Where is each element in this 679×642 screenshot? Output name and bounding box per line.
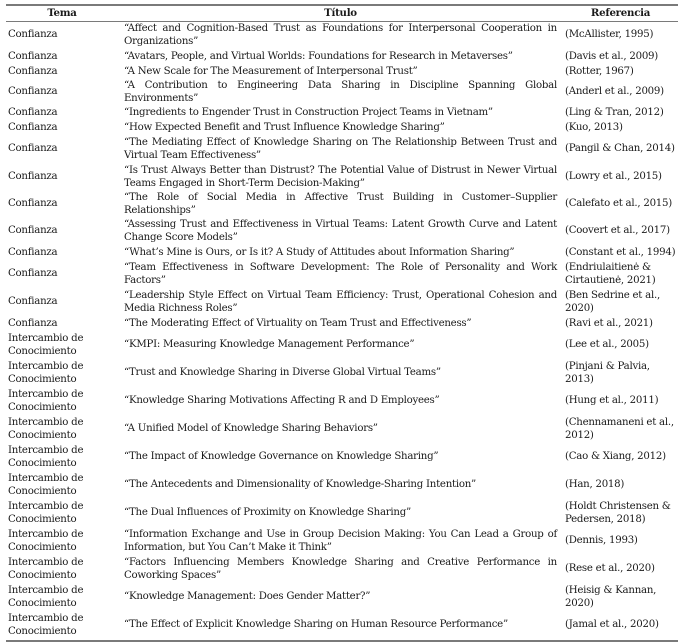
- cell-tema: Intercambio de Conocimiento: [8, 556, 84, 581]
- cell-titulo: “The Dual Influences of Proximity on Knowledge Sharing”: [124, 507, 411, 519]
- cell-tema: Intercambio de Conocimiento: [8, 528, 84, 553]
- cell-referencia: (Davis et al., 2009): [565, 50, 659, 62]
- cell-referencia: (Endriulaitienė & Cirtautienė, 2021): [565, 261, 656, 286]
- cell-referencia: (Jamal et al., 2020): [565, 619, 659, 631]
- table-header: [6, 5, 678, 21]
- cell-referencia: (Lee et al., 2005): [565, 339, 649, 351]
- cell-tema: Confianza: [8, 121, 58, 133]
- table-row: [6, 106, 678, 121]
- cell-titulo: “The Moderating Effect of Virtuality on Team Trust and Effectiveness”: [124, 317, 472, 329]
- table-row: [6, 612, 678, 641]
- cell-referencia: (Rotter, 1967): [565, 65, 634, 77]
- cell-tema: Confianza: [8, 268, 58, 280]
- table-row: [6, 360, 678, 388]
- cell-titulo: “Leadership Style Effect on Virtual Team Efficiency: Trust, Operational Cohesion and Media Richness Roles”: [124, 289, 557, 314]
- cell-tema: Confianza: [8, 317, 58, 329]
- table-row: [6, 246, 678, 261]
- cell-tema: Confianza: [8, 50, 58, 62]
- cell-titulo: “The Effect of Explicit Knowledge Sharing on Human Resource Performance”: [124, 619, 508, 631]
- cell-titulo: “Assessing Trust and Effectiveness in Virtual Teams: Latent Growth Curve and Latent Change Score Models”: [124, 218, 557, 243]
- cell-tema: Confianza: [8, 225, 58, 237]
- cell-tema: Confianza: [8, 65, 58, 77]
- table-row: [6, 121, 678, 136]
- cell-titulo: “How Expected Benefit and Trust Influence Knowledge Sharing”: [124, 121, 445, 133]
- table-row: [6, 50, 678, 65]
- cell-referencia: (Pangil & Chan, 2014): [565, 143, 675, 155]
- cell-tema: Intercambio de Conocimiento: [8, 360, 84, 385]
- table-row: [6, 528, 678, 556]
- cell-tema: Intercambio de Conocimiento: [8, 388, 84, 413]
- cell-referencia: (Coovert et al., 2017): [565, 225, 670, 237]
- cell-referencia: (Chennamaneni et al., 2012): [565, 416, 674, 441]
- cell-titulo: “Knowledge Sharing Motivations Affecting R and D Employees”: [124, 395, 440, 407]
- cell-titulo: “What’s Mine is Ours, or Is it? A Study of Attitudes about Information Sharing”: [124, 246, 515, 258]
- cell-tema: Confianza: [8, 296, 58, 308]
- cell-titulo: “The Mediating Effect of Knowledge Sharing on The Relationship Between Trust and Virtual Team Effectiveness”: [124, 136, 557, 161]
- table-row: [6, 218, 678, 246]
- cell-tema: Intercambio de Conocimiento: [8, 444, 84, 469]
- table-row: [6, 289, 678, 317]
- table-row: [6, 65, 678, 80]
- header-tema: Tema: [47, 7, 77, 19]
- cell-referencia: (Anderl et al., 2009): [565, 86, 664, 98]
- cell-titulo: “Trust and Knowledge Sharing in Diverse Global Virtual Teams”: [124, 367, 441, 379]
- cell-tema: Intercambio de Conocimiento: [8, 500, 84, 525]
- cell-referencia: (Ling & Tran, 2012): [565, 106, 664, 118]
- cell-referencia: (Pinjani & Palvia, 2013): [565, 360, 650, 385]
- cell-tema: Confianza: [8, 171, 58, 183]
- table-row: [6, 472, 678, 500]
- cell-titulo: “Affect and Cognition-Based Trust as Foundations for Interpersonal Cooperation in Organizations”: [124, 23, 557, 47]
- cell-tema: Confianza: [8, 143, 58, 155]
- cell-referencia: (Lowry et al., 2015): [565, 171, 662, 183]
- cell-referencia: (Heisig & Kannan, 2020): [565, 584, 657, 609]
- cell-titulo: “Information Exchange and Use in Group Decision Making: You Can Lead a Group of Information, but You Can’t Make it Think”: [124, 528, 557, 553]
- table-row: [6, 332, 678, 360]
- cell-tema: Confianza: [8, 106, 58, 118]
- cell-referencia: (Hung et al., 2011): [565, 395, 659, 407]
- cell-titulo: “The Role of Social Media in Affective Trust Building in Customer–Supplier Relationships”: [124, 191, 557, 216]
- cell-titulo: “Avatars, People, and Virtual Worlds: Foundations for Research in Metaverses”: [124, 50, 513, 62]
- cell-referencia: (Constant et al., 1994): [565, 246, 676, 258]
- table-row: [6, 556, 678, 584]
- cell-referencia: (Dennis, 1993): [565, 535, 638, 547]
- cell-tema: Intercambio de Conocimiento: [8, 332, 84, 357]
- cell-referencia: (Han, 2018): [565, 479, 625, 491]
- cell-tema: Confianza: [8, 86, 58, 98]
- references-table: [6, 4, 678, 642]
- table-row: [6, 261, 678, 289]
- table-row: [6, 317, 678, 332]
- header-titulo: Título: [324, 7, 357, 19]
- cell-referencia: (Ben Sedrine et al., 2020): [565, 289, 660, 314]
- cell-referencia: (Holdt Christensen & Pedersen, 2018): [565, 500, 671, 525]
- cell-referencia: (McAllister, 1995): [565, 29, 654, 41]
- cell-titulo: “Is Trust Always Better than Distrust? The Potential Value of Distrust in Newer Virtual Teams Engaged in Short-Term Decision-Making”: [124, 164, 557, 189]
- cell-tema: Intercambio de Conocimiento: [8, 584, 84, 609]
- cell-titulo: “Team Effectiveness in Software Development: The Role of Personality and Work Factors”: [124, 261, 557, 286]
- cell-titulo: “Knowledge Management: Does Gender Matter?”: [124, 591, 371, 603]
- cell-titulo: “A New Scale for The Measurement of Interpersonal Trust”: [124, 65, 418, 77]
- cell-titulo: “The Antecedents and Dimensionality of Knowledge-Sharing Intention”: [124, 479, 477, 491]
- table-row: [6, 164, 678, 192]
- header-row: [6, 5, 678, 21]
- cell-titulo: “KMPI: Measuring Knowledge Management Performance”: [124, 339, 415, 351]
- cell-titulo: “Ingredients to Engender Trust in Construction Project Teams in Vietnam”: [124, 106, 493, 118]
- cell-tema: Confianza: [8, 29, 58, 41]
- table-row: [6, 388, 678, 416]
- table-row: [6, 80, 678, 106]
- table-row: [6, 136, 678, 164]
- cell-tema: Confianza: [8, 246, 58, 258]
- cell-referencia: (Kuo, 2013): [565, 121, 623, 133]
- cell-referencia: (Rese et al., 2020): [565, 563, 655, 575]
- table-row: [6, 584, 678, 612]
- table-row: [6, 21, 678, 50]
- table-row: [6, 416, 678, 444]
- cell-tema: Confianza: [8, 198, 58, 210]
- cell-referencia: (Cao & Xiang, 2012): [565, 451, 666, 463]
- cell-tema: Intercambio de Conocimiento: [8, 416, 84, 441]
- header-referencia: Referencia: [590, 7, 651, 19]
- cell-titulo: “The Impact of Knowledge Governance on Knowledge Sharing”: [124, 451, 439, 463]
- cell-titulo: “Factors Influencing Members Knowledge Sharing and Creative Performance in Coworking Spaces”: [124, 556, 557, 581]
- table-body: [6, 21, 678, 640]
- cell-titulo: “A Contribution to Engineering Data Sharing in Discipline Spanning Global Environments”: [124, 79, 557, 104]
- cell-tema: Intercambio de Conocimiento: [8, 472, 84, 497]
- cell-referencia: (Ravi et al., 2021): [565, 317, 653, 329]
- cell-referencia: (Calefato et al., 2015): [565, 198, 672, 210]
- cell-tema: Intercambio de Conocimiento: [8, 612, 84, 637]
- table-row: [6, 444, 678, 472]
- table-row: [6, 500, 678, 528]
- cell-titulo: “A Unified Model of Knowledge Sharing Behaviors”: [124, 423, 378, 435]
- table-row: [6, 192, 678, 218]
